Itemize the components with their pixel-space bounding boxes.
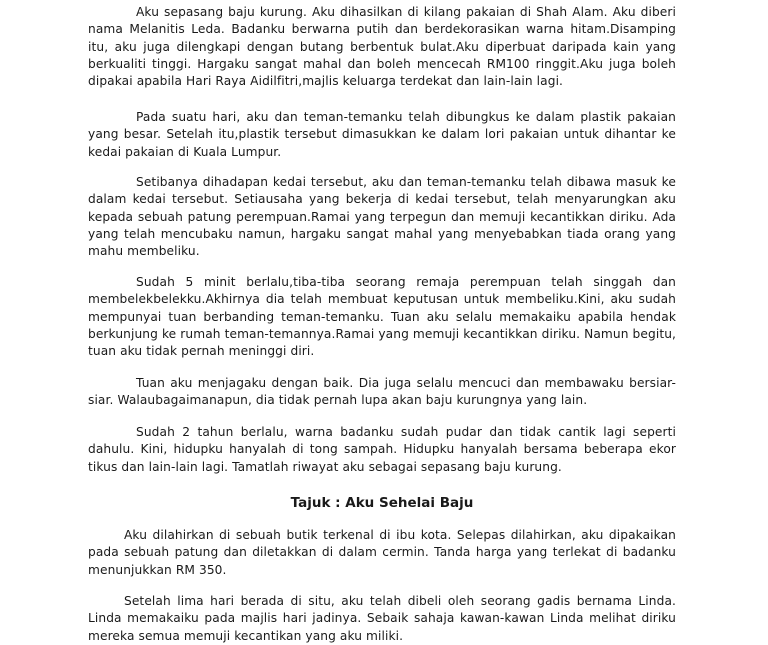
second-paragraph-1: Aku dilahirkan di sebuah butik terkenal di ibu kota. Selepas dilahirkan, aku dipakaikan pada sebuah patung dan diletakkan di dalam cermin. Tanda harga yang terlekat di badanku menunjukkan RM 350. (88, 528, 676, 577)
second-essay-title: Tajuk : Aku Sehelai Baju (290, 495, 474, 511)
paragraph-6: Sudah 2 tahun berlalu, warna badanku sudah pudar dan tidak cantik lagi seperti dahulu. Kini, hidupku hanyalah di tong sampah. Hidupku hanyalah bersama beberapa ekor tikus dan lain-lain lagi. Tamatlah riwayat aku sebagai sepasang baju kurung. (88, 425, 676, 474)
paragraph-3: Setibanya dihadapan kedai tersebut, aku dan teman-temanku telah dibawa masuk ke dalam kedai tersebut. Setiausaha yang bekerja di kedai tersebut, telah menyarungkan aku kepada sebuah patung perempuan.Ramai yang terpegun dan memuji kecantikkan diriku. Ada yang telah mencubaku namun, hargaku sangat mahal yang menyebabkan tiada orang yang mahu membeliku. (88, 175, 676, 259)
paragraph-1: Aku sepasang baju kurung. Aku dihasilkan di kilang pakaian di Shah Alam. Aku diberi nama Melanitis Leda. Badanku berwarna putih dan berdekorasikan warna hitam.Disamping itu, aku juga dilengkapi dengan butang berbentuk bulat.Aku diperbuat daripada kain yang berkualiti tinggi. Hargaku sangat mahal dan boleh mencecah RM100 ringgit.Aku juga boleh dipakai apabila Hari Raya Aidilfitri,majlis keluarga terdekat dan lain-lain lagi. (88, 5, 676, 89)
paragraph-4: Sudah 5 minit berlalu,tiba-tiba seorang remaja perempuan telah singgah dan membelekbelekku.Akhirnya dia telah membuat keputusan untuk membeliku.Kini, aku sudah mempunyai tuan berbanding teman-temanku. Tuan aku selalu memakaiku apabila hendak berkunjung ke rumah teman-temannya.Ramai yang memuji kecantikkan diriku. Namun begitu, tuan aku tidak pernah meninggi diri. (88, 275, 676, 359)
paragraph-5: Tuan aku menjagaku dengan baik. Dia juga selalu mencuci dan membawaku bersiar-siar. Walaubagaimanapun, dia tidak pernah lupa akan baju kurungnya yang lain. (88, 376, 676, 408)
second-paragraph-2: Setelah lima hari berada di situ, aku telah dibeli oleh seorang gadis bernama Linda. Linda memakaiku pada majlis hari jadinya. Sebaik sahaja kawan-kawan Linda melihat diriku mereka semua memuji kecantikan yang aku miliki. (88, 594, 676, 643)
paragraph-2: Pada suatu hari, aku dan teman-temanku telah dibungkus ke dalam plastik pakaian yang besar. Setelah itu,plastik tersebut dimasukkan ke dalam lori pakaian untuk dihantar ke kedai pakaian di Kuala Lumpur. (88, 110, 676, 159)
